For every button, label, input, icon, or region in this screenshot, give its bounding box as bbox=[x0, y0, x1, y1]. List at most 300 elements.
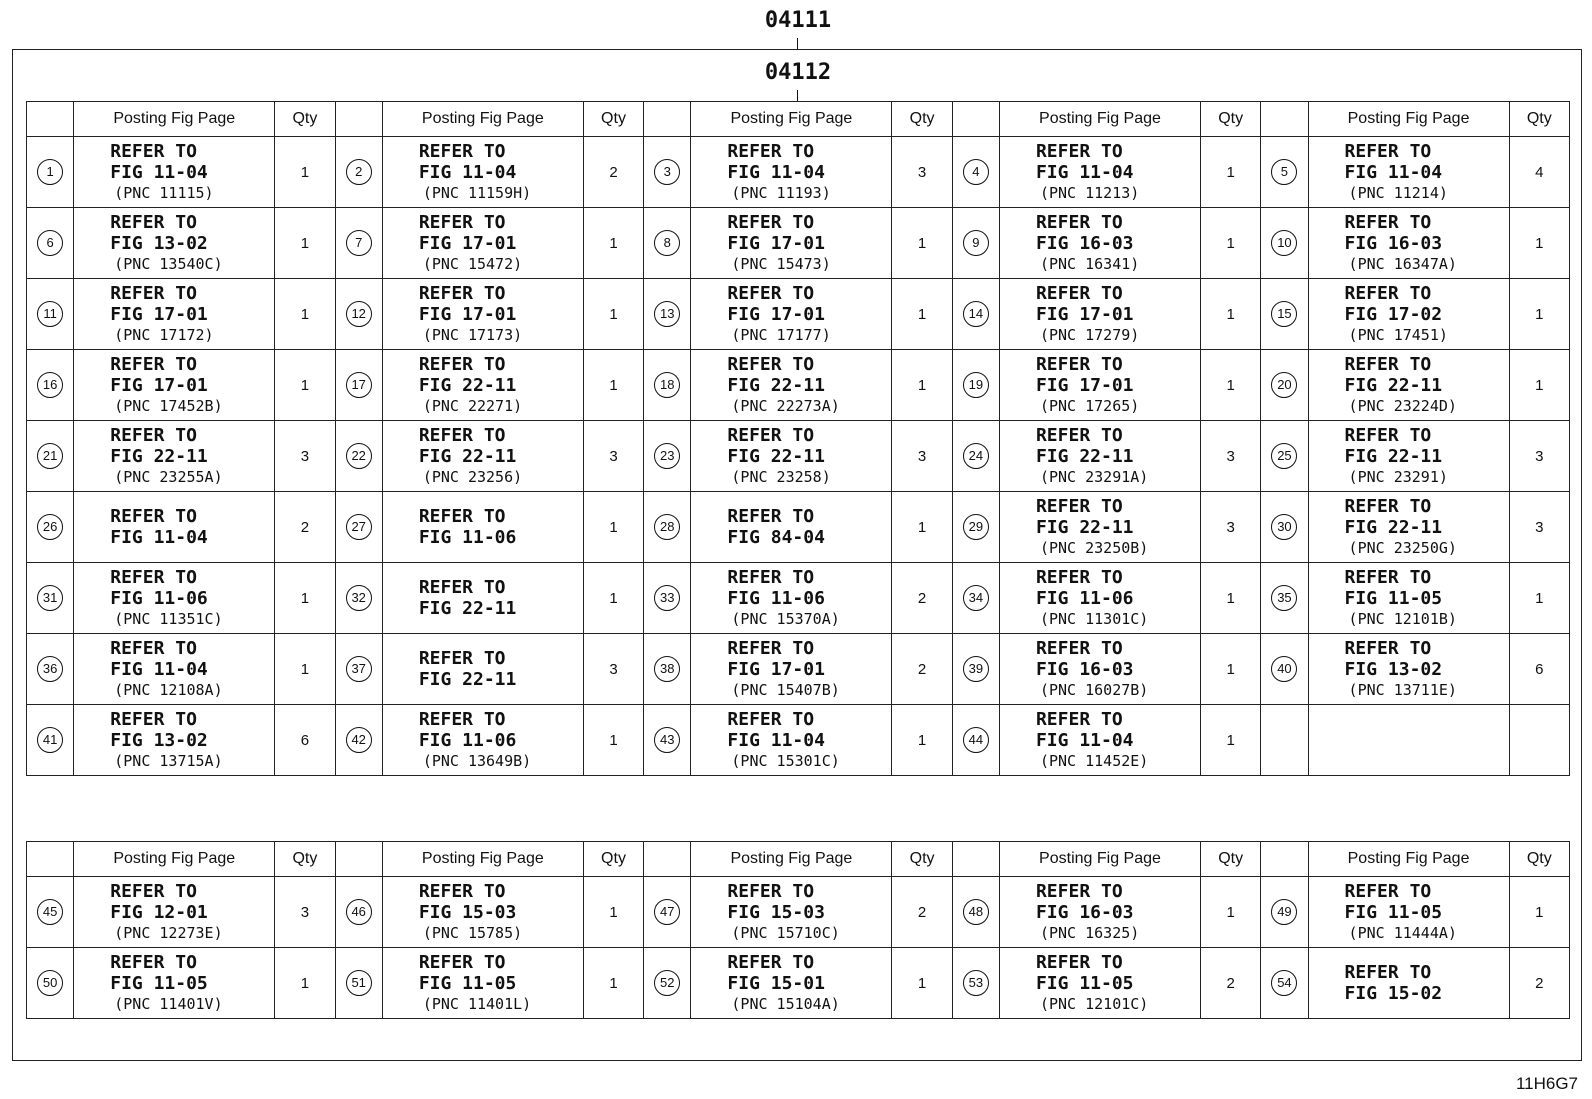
header-posting: Posting Fig Page bbox=[999, 842, 1200, 877]
fig-reference: FIG 12-01 bbox=[110, 902, 208, 923]
refer-to-text: REFER TO bbox=[1035, 212, 1123, 233]
callout-number: 19 bbox=[963, 372, 989, 398]
posting-cell bbox=[74, 421, 275, 492]
header-posting: Posting Fig Page bbox=[691, 102, 892, 137]
refer-to-text: REFER TO bbox=[1035, 496, 1123, 517]
refer-to-text: REFER TO bbox=[1344, 141, 1432, 162]
posting-cell bbox=[382, 948, 583, 1019]
qty-cell: 1 bbox=[892, 492, 952, 563]
pnc-reference: (PNC 22273A) bbox=[731, 397, 840, 415]
posting-cell bbox=[382, 421, 583, 492]
fig-reference: FIG 22-11 bbox=[727, 446, 825, 467]
parts-table-main bbox=[26, 101, 1570, 776]
qty-cell: 2 bbox=[1509, 948, 1569, 1019]
posting-cell bbox=[999, 563, 1200, 634]
qty-cell: 2 bbox=[1201, 948, 1261, 1019]
callout-number: 1 bbox=[37, 159, 63, 185]
qty-cell: 1 bbox=[892, 705, 952, 776]
qty-cell: 1 bbox=[1201, 350, 1261, 421]
fig-reference: FIG 11-06 bbox=[418, 730, 517, 751]
posting-cell bbox=[691, 948, 892, 1019]
callout-cell bbox=[644, 948, 691, 1019]
fig-reference: FIG 22-11 bbox=[727, 375, 825, 396]
pnc-reference: (PNC 23291) bbox=[1348, 468, 1448, 486]
refer-to-text: REFER TO bbox=[110, 141, 197, 162]
header-posting: Posting Fig Page bbox=[382, 102, 583, 137]
table-row bbox=[27, 421, 1570, 492]
qty-cell: 1 bbox=[275, 948, 335, 1019]
qty-cell: 1 bbox=[1201, 279, 1261, 350]
pnc-reference: (PNC 17265) bbox=[1039, 397, 1140, 415]
qty-cell: 1 bbox=[1201, 877, 1261, 948]
callout-cell bbox=[27, 705, 74, 776]
qty-cell: 1 bbox=[275, 350, 335, 421]
fig-reference: FIG 17-01 bbox=[1035, 304, 1134, 325]
callout-cell bbox=[1261, 705, 1308, 776]
fig-reference: FIG 17-01 bbox=[418, 233, 517, 254]
callout-cell bbox=[644, 137, 691, 208]
qty-cell: 3 bbox=[1509, 421, 1569, 492]
fig-reference: FIG 17-01 bbox=[110, 304, 208, 325]
header-num bbox=[644, 842, 691, 877]
fig-reference: FIG 11-04 bbox=[727, 730, 825, 751]
callout-number: 54 bbox=[1271, 970, 1297, 996]
callout-number: 42 bbox=[346, 727, 372, 753]
callout-cell bbox=[952, 421, 999, 492]
callout-number: 40 bbox=[1271, 656, 1297, 682]
header-num bbox=[952, 842, 999, 877]
header-num bbox=[335, 842, 382, 877]
fig-reference: FIG 11-05 bbox=[418, 973, 517, 994]
qty-cell: 3 bbox=[275, 877, 335, 948]
refer-to-text: REFER TO bbox=[110, 709, 197, 730]
callout-number: 38 bbox=[654, 656, 680, 682]
qty-cell: 1 bbox=[1201, 563, 1261, 634]
callout-cell bbox=[27, 208, 74, 279]
qty-cell: 1 bbox=[583, 208, 643, 279]
qty-cell: 6 bbox=[275, 705, 335, 776]
refer-to-text: REFER TO bbox=[1035, 141, 1123, 162]
table-row bbox=[27, 705, 1570, 776]
pnc-reference: (PNC 17451) bbox=[1348, 326, 1448, 344]
refer-to-text: REFER TO bbox=[418, 506, 506, 527]
fig-reference: FIG 22-11 bbox=[110, 446, 208, 467]
pnc-reference: (PNC 15472) bbox=[422, 255, 523, 273]
qty-cell: 1 bbox=[583, 492, 643, 563]
callout-number: 20 bbox=[1271, 372, 1297, 398]
refer-to-text: REFER TO bbox=[727, 425, 815, 446]
pnc-reference: (PNC 13711E) bbox=[1348, 681, 1457, 699]
posting-cell bbox=[691, 492, 892, 563]
refer-to-text: REFER TO bbox=[418, 212, 506, 233]
pnc-reference: (PNC 11444A) bbox=[1348, 924, 1457, 942]
posting-cell bbox=[1308, 948, 1509, 1019]
callout-number: 36 bbox=[37, 656, 63, 682]
header-qty: Qty bbox=[892, 842, 952, 877]
callout-number: 6 bbox=[37, 230, 63, 256]
callout-cell bbox=[27, 948, 74, 1019]
qty-cell: 3 bbox=[1509, 492, 1569, 563]
callout-number: 26 bbox=[37, 514, 63, 540]
callout-cell bbox=[952, 634, 999, 705]
posting-cell bbox=[1308, 563, 1509, 634]
callout-number: 14 bbox=[963, 301, 989, 327]
callout-cell bbox=[952, 208, 999, 279]
refer-to-text: REFER TO bbox=[1344, 962, 1432, 983]
header-num bbox=[1261, 102, 1308, 137]
qty-cell: 3 bbox=[583, 634, 643, 705]
pnc-reference: (PNC 13715A) bbox=[114, 752, 223, 770]
pnc-reference: (PNC 12101B) bbox=[1348, 610, 1457, 628]
fig-reference: FIG 22-11 bbox=[418, 598, 517, 619]
posting-cell bbox=[691, 877, 892, 948]
refer-to-text: REFER TO bbox=[1344, 567, 1432, 588]
refer-to-text: REFER TO bbox=[727, 506, 815, 527]
refer-to-text: REFER TO bbox=[1344, 283, 1432, 304]
refer-to-text: REFER TO bbox=[418, 283, 506, 304]
pnc-reference: (PNC 12273E) bbox=[114, 924, 223, 942]
callout-number: 39 bbox=[963, 656, 989, 682]
refer-to-text: REFER TO bbox=[1344, 638, 1432, 659]
callout-cell bbox=[1261, 350, 1308, 421]
callout-cell bbox=[644, 279, 691, 350]
fig-reference: FIG 22-11 bbox=[1035, 517, 1134, 538]
qty-cell: 2 bbox=[583, 137, 643, 208]
pnc-reference: (PNC 13649B) bbox=[422, 752, 532, 770]
header-qty: Qty bbox=[1201, 842, 1261, 877]
fig-reference: FIG 22-11 bbox=[418, 669, 517, 690]
callout-cell bbox=[335, 877, 382, 948]
callout-number: 2 bbox=[346, 159, 372, 185]
fig-reference: FIG 11-04 bbox=[110, 162, 208, 183]
header-qty: Qty bbox=[275, 102, 335, 137]
header-posting: Posting Fig Page bbox=[74, 102, 275, 137]
callout-number: 23 bbox=[654, 443, 680, 469]
callout-number: 49 bbox=[1271, 899, 1297, 925]
pnc-reference: (PNC 11301C) bbox=[1039, 610, 1149, 628]
table-header-row bbox=[27, 102, 1570, 137]
callout-cell bbox=[1261, 492, 1308, 563]
callout-cell bbox=[952, 877, 999, 948]
refer-to-text: REFER TO bbox=[110, 952, 197, 973]
refer-to-text: REFER TO bbox=[727, 212, 815, 233]
callout-cell bbox=[644, 705, 691, 776]
refer-to-text: REFER TO bbox=[110, 425, 197, 446]
callout-cell bbox=[1261, 279, 1308, 350]
callout-number: 52 bbox=[654, 970, 680, 996]
posting-cell bbox=[1308, 634, 1509, 705]
callout-number: 27 bbox=[346, 514, 372, 540]
posting-cell bbox=[382, 350, 583, 421]
callout-cell bbox=[335, 948, 382, 1019]
qty-cell: 1 bbox=[1509, 279, 1569, 350]
callout-number: 37 bbox=[346, 656, 372, 682]
qty-cell: 1 bbox=[1201, 634, 1261, 705]
callout-cell bbox=[644, 208, 691, 279]
pnc-reference: (PNC 11214) bbox=[1348, 184, 1448, 202]
refer-to-text: REFER TO bbox=[418, 952, 506, 973]
callout-number: 8 bbox=[654, 230, 680, 256]
posting-cell bbox=[1308, 208, 1509, 279]
fig-reference: FIG 11-06 bbox=[110, 588, 208, 609]
pnc-reference: (PNC 17279) bbox=[1039, 326, 1140, 344]
fig-reference: FIG 16-03 bbox=[1035, 233, 1134, 254]
pnc-reference: (PNC 23224D) bbox=[1348, 397, 1457, 415]
callout-number: 15 bbox=[1271, 301, 1297, 327]
posting-cell bbox=[999, 634, 1200, 705]
fig-reference: FIG 22-11 bbox=[1344, 375, 1443, 396]
pnc-reference: (PNC 23291A) bbox=[1039, 468, 1149, 486]
callout-number: 29 bbox=[963, 514, 989, 540]
posting-cell bbox=[691, 421, 892, 492]
pnc-reference: (PNC 23256) bbox=[422, 468, 523, 486]
pnc-reference: (PNC 11213) bbox=[1039, 184, 1140, 202]
fig-reference: FIG 15-03 bbox=[727, 902, 825, 923]
refer-to-text: REFER TO bbox=[110, 506, 197, 527]
fig-reference: FIG 11-04 bbox=[110, 527, 208, 548]
callout-number: 12 bbox=[346, 301, 372, 327]
fig-reference: FIG 22-11 bbox=[1035, 446, 1134, 467]
refer-to-text: REFER TO bbox=[1035, 709, 1123, 730]
refer-to-text: REFER TO bbox=[727, 952, 815, 973]
fig-reference: FIG 13-02 bbox=[110, 730, 208, 751]
posting-cell bbox=[74, 877, 275, 948]
posting-cell bbox=[1308, 421, 1509, 492]
connector-line bbox=[797, 90, 798, 101]
refer-to-text: REFER TO bbox=[418, 881, 506, 902]
fig-reference: FIG 17-01 bbox=[727, 233, 825, 254]
posting-cell bbox=[74, 492, 275, 563]
qty-cell: 1 bbox=[1201, 137, 1261, 208]
posting-cell bbox=[382, 208, 583, 279]
pnc-reference: (PNC 11452E) bbox=[1039, 752, 1149, 770]
refer-to-text: REFER TO bbox=[727, 881, 815, 902]
qty-cell: 1 bbox=[892, 208, 952, 279]
fig-reference: FIG 16-03 bbox=[1344, 233, 1443, 254]
qty-cell: 1 bbox=[583, 350, 643, 421]
refer-to-text: REFER TO bbox=[727, 709, 815, 730]
fig-reference: FIG 11-04 bbox=[1035, 162, 1134, 183]
pnc-reference: (PNC 23255A) bbox=[114, 468, 223, 486]
qty-cell: 1 bbox=[1201, 208, 1261, 279]
callout-cell bbox=[335, 563, 382, 634]
table-row bbox=[27, 279, 1570, 350]
posting-cell bbox=[999, 877, 1200, 948]
refer-to-text: REFER TO bbox=[110, 354, 197, 375]
posting-cell bbox=[382, 705, 583, 776]
posting-cell bbox=[999, 137, 1200, 208]
qty-cell: 3 bbox=[275, 421, 335, 492]
sub-assembly-code: 04112 bbox=[764, 60, 832, 85]
fig-reference: FIG 17-01 bbox=[727, 304, 825, 325]
fig-reference: FIG 11-04 bbox=[727, 162, 825, 183]
posting-cell bbox=[691, 279, 892, 350]
callout-cell bbox=[335, 208, 382, 279]
callout-number: 21 bbox=[37, 443, 63, 469]
fig-reference: FIG 13-02 bbox=[1344, 659, 1443, 680]
callout-cell bbox=[952, 279, 999, 350]
qty-cell: 3 bbox=[892, 137, 952, 208]
pnc-reference: (PNC 12101C) bbox=[1039, 995, 1149, 1013]
callout-cell bbox=[952, 137, 999, 208]
fig-reference: FIG 22-11 bbox=[1344, 517, 1443, 538]
posting-cell bbox=[1308, 350, 1509, 421]
fig-reference: FIG 22-11 bbox=[418, 446, 517, 467]
refer-to-text: REFER TO bbox=[110, 567, 197, 588]
header-num bbox=[27, 842, 74, 877]
callout-number: 17 bbox=[346, 372, 372, 398]
pnc-reference: (PNC 15473) bbox=[731, 255, 831, 273]
callout-number: 32 bbox=[346, 585, 372, 611]
callout-number: 31 bbox=[37, 585, 63, 611]
callout-cell bbox=[1261, 877, 1308, 948]
callout-cell bbox=[27, 563, 74, 634]
pnc-reference: (PNC 11351C) bbox=[114, 610, 223, 628]
callout-cell bbox=[1261, 137, 1308, 208]
pnc-reference: (PNC 11159H) bbox=[422, 184, 532, 202]
header-num bbox=[644, 102, 691, 137]
header-num bbox=[335, 102, 382, 137]
fig-reference: FIG 11-04 bbox=[1035, 730, 1134, 751]
qty-cell: 3 bbox=[892, 421, 952, 492]
header-posting: Posting Fig Page bbox=[691, 842, 892, 877]
callout-cell bbox=[335, 492, 382, 563]
pnc-reference: (PNC 23250B) bbox=[1039, 539, 1149, 557]
callout-number: 47 bbox=[654, 899, 680, 925]
callout-number: 28 bbox=[654, 514, 680, 540]
callout-cell bbox=[335, 421, 382, 492]
posting-cell bbox=[999, 705, 1200, 776]
pnc-reference: (PNC 17452B) bbox=[114, 397, 223, 415]
qty-cell: 1 bbox=[1509, 563, 1569, 634]
pnc-reference: (PNC 17172) bbox=[114, 326, 214, 344]
refer-to-text: REFER TO bbox=[1344, 881, 1432, 902]
qty-cell: 3 bbox=[1201, 421, 1261, 492]
fig-reference: FIG 11-04 bbox=[1344, 162, 1443, 183]
fig-reference: FIG 13-02 bbox=[110, 233, 208, 254]
refer-to-text: REFER TO bbox=[1035, 638, 1123, 659]
refer-to-text: REFER TO bbox=[418, 425, 506, 446]
callout-number: 9 bbox=[963, 230, 989, 256]
callout-cell bbox=[952, 492, 999, 563]
qty-cell: 3 bbox=[1201, 492, 1261, 563]
callout-cell bbox=[335, 137, 382, 208]
refer-to-text: REFER TO bbox=[727, 567, 815, 588]
callout-cell bbox=[952, 350, 999, 421]
refer-to-text: REFER TO bbox=[110, 638, 197, 659]
qty-cell: 2 bbox=[892, 563, 952, 634]
callout-number: 44 bbox=[963, 727, 989, 753]
refer-to-text: REFER TO bbox=[1035, 354, 1123, 375]
callout-number: 46 bbox=[346, 899, 372, 925]
callout-cell bbox=[952, 563, 999, 634]
posting-cell bbox=[691, 137, 892, 208]
qty-cell: 1 bbox=[583, 705, 643, 776]
refer-to-text: REFER TO bbox=[110, 212, 197, 233]
posting-cell bbox=[1308, 492, 1509, 563]
refer-to-text: REFER TO bbox=[1344, 425, 1432, 446]
pnc-reference: (PNC 15301C) bbox=[731, 752, 840, 770]
callout-number: 5 bbox=[1271, 159, 1297, 185]
posting-cell bbox=[1308, 705, 1509, 776]
qty-cell: 1 bbox=[275, 634, 335, 705]
posting-cell bbox=[74, 279, 275, 350]
callout-cell bbox=[27, 634, 74, 705]
posting-cell bbox=[999, 948, 1200, 1019]
qty-cell bbox=[1509, 705, 1569, 776]
pnc-reference: (PNC 11115) bbox=[114, 184, 214, 202]
posting-cell bbox=[382, 137, 583, 208]
callout-cell bbox=[335, 634, 382, 705]
qty-cell: 2 bbox=[892, 877, 952, 948]
fig-reference: FIG 16-03 bbox=[1035, 659, 1134, 680]
fig-reference: FIG 84-04 bbox=[727, 527, 825, 548]
qty-cell: 1 bbox=[275, 208, 335, 279]
posting-cell bbox=[382, 279, 583, 350]
posting-cell bbox=[1308, 279, 1509, 350]
fig-reference: FIG 17-01 bbox=[110, 375, 208, 396]
callout-cell bbox=[1261, 563, 1308, 634]
header-qty: Qty bbox=[275, 842, 335, 877]
callout-cell bbox=[644, 350, 691, 421]
posting-cell bbox=[999, 279, 1200, 350]
posting-cell bbox=[999, 208, 1200, 279]
pnc-reference: (PNC 11193) bbox=[731, 184, 831, 202]
callout-cell bbox=[644, 492, 691, 563]
refer-to-text: REFER TO bbox=[727, 638, 815, 659]
pnc-reference: (PNC 12108A) bbox=[114, 681, 223, 699]
qty-cell: 1 bbox=[1509, 350, 1569, 421]
table-row bbox=[27, 492, 1570, 563]
callout-number: 30 bbox=[1271, 514, 1297, 540]
header-qty: Qty bbox=[583, 102, 643, 137]
callout-cell bbox=[644, 563, 691, 634]
callout-cell bbox=[27, 350, 74, 421]
header-posting: Posting Fig Page bbox=[1308, 102, 1509, 137]
callout-cell bbox=[27, 279, 74, 350]
fig-reference: FIG 17-01 bbox=[727, 659, 825, 680]
callout-number: 33 bbox=[654, 585, 680, 611]
header-num bbox=[952, 102, 999, 137]
refer-to-text: REFER TO bbox=[1035, 952, 1123, 973]
header-qty: Qty bbox=[1509, 102, 1569, 137]
callout-cell bbox=[952, 705, 999, 776]
table-row bbox=[27, 634, 1570, 705]
refer-to-text: REFER TO bbox=[1035, 567, 1123, 588]
callout-number: 11 bbox=[37, 301, 63, 327]
table-row bbox=[27, 137, 1570, 208]
callout-cell bbox=[644, 877, 691, 948]
callout-number: 53 bbox=[963, 970, 989, 996]
refer-to-text: REFER TO bbox=[1344, 212, 1432, 233]
header-qty: Qty bbox=[583, 842, 643, 877]
pnc-reference: (PNC 15710C) bbox=[731, 924, 840, 942]
posting-cell bbox=[999, 421, 1200, 492]
parts-table-secondary bbox=[26, 841, 1570, 1019]
posting-cell bbox=[999, 350, 1200, 421]
fig-reference: FIG 15-02 bbox=[1344, 983, 1443, 1004]
qty-cell: 1 bbox=[275, 137, 335, 208]
callout-number: 3 bbox=[654, 159, 680, 185]
qty-cell: 3 bbox=[583, 421, 643, 492]
refer-to-text: REFER TO bbox=[1035, 283, 1123, 304]
callout-cell bbox=[27, 137, 74, 208]
posting-cell bbox=[74, 137, 275, 208]
refer-to-text: REFER TO bbox=[1344, 496, 1432, 517]
header-posting: Posting Fig Page bbox=[999, 102, 1200, 137]
refer-to-text: REFER TO bbox=[727, 141, 815, 162]
qty-cell: 1 bbox=[1509, 877, 1569, 948]
